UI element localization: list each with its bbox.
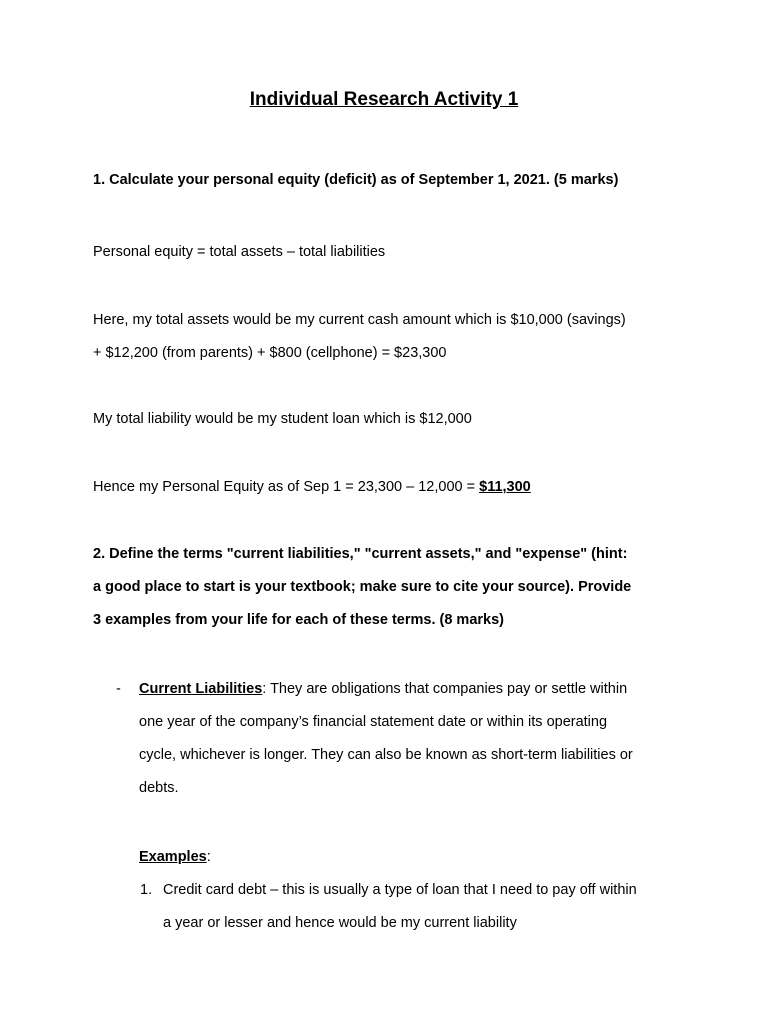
examples-label: Examples [139, 849, 207, 865]
current-liabilities-def-start: : They are obligations that companies pay or settle within [262, 681, 628, 697]
example-1-line-1: Credit card debt – this is usually a type of loan that I need to pay off within [163, 882, 637, 898]
question-2-heading-text: Define the terms "current liabilities," "current assets," and "expense" (hint: [105, 546, 628, 562]
equity-result-value: $11,300 [479, 479, 531, 495]
question-2-number: 2. [93, 546, 106, 562]
assets-line-2: + $12,200 (from parents) + $800 (cellphone) = $23,300 [93, 345, 447, 361]
bullet-dash: - [116, 681, 121, 697]
liability-line: My total liability would be my student loan which is $12,000 [93, 411, 472, 427]
equity-result [93, 477, 531, 497]
current-liabilities-term: Current Liabilities [139, 681, 263, 697]
examples-heading [139, 847, 211, 867]
example-1-number: 1. [140, 882, 153, 898]
current-liabilities-definition-line-4: debts. [139, 780, 179, 796]
document-title: Individual Research Activity 1 [249, 89, 519, 110]
assets-line-1: Here, my total assets would be my current cash amount which is $10,000 (savings) [93, 312, 626, 328]
equity-formula: Personal equity = total assets – total liabilities [93, 244, 386, 260]
current-liabilities-definition-line-2: one year of the company’s financial statement date or within its operating [139, 714, 608, 730]
current-liabilities-definition-line-1 [139, 679, 627, 699]
examples-colon: : [206, 849, 211, 865]
question-2-heading-line-1 [93, 544, 627, 564]
example-1-line-2: a year or lesser and hence would be my current liability [163, 915, 517, 931]
question-1-heading: 1. Calculate your personal equity (deficit) as of September 1, 2021. (5 marks) [93, 172, 619, 188]
question-2-heading-line-2: a good place to start is your textbook; make sure to cite your source). Provide [93, 579, 632, 595]
question-2-heading-line-3: 3 examples from your life for each of these terms. (8 marks) [93, 612, 504, 628]
current-liabilities-definition-line-3: cycle, whichever is longer. They can also be known as short-term liabilities or [139, 747, 633, 763]
equity-result-prefix: Hence my Personal Equity as of Sep 1 = 23,300 – 12,000 = [93, 479, 480, 495]
